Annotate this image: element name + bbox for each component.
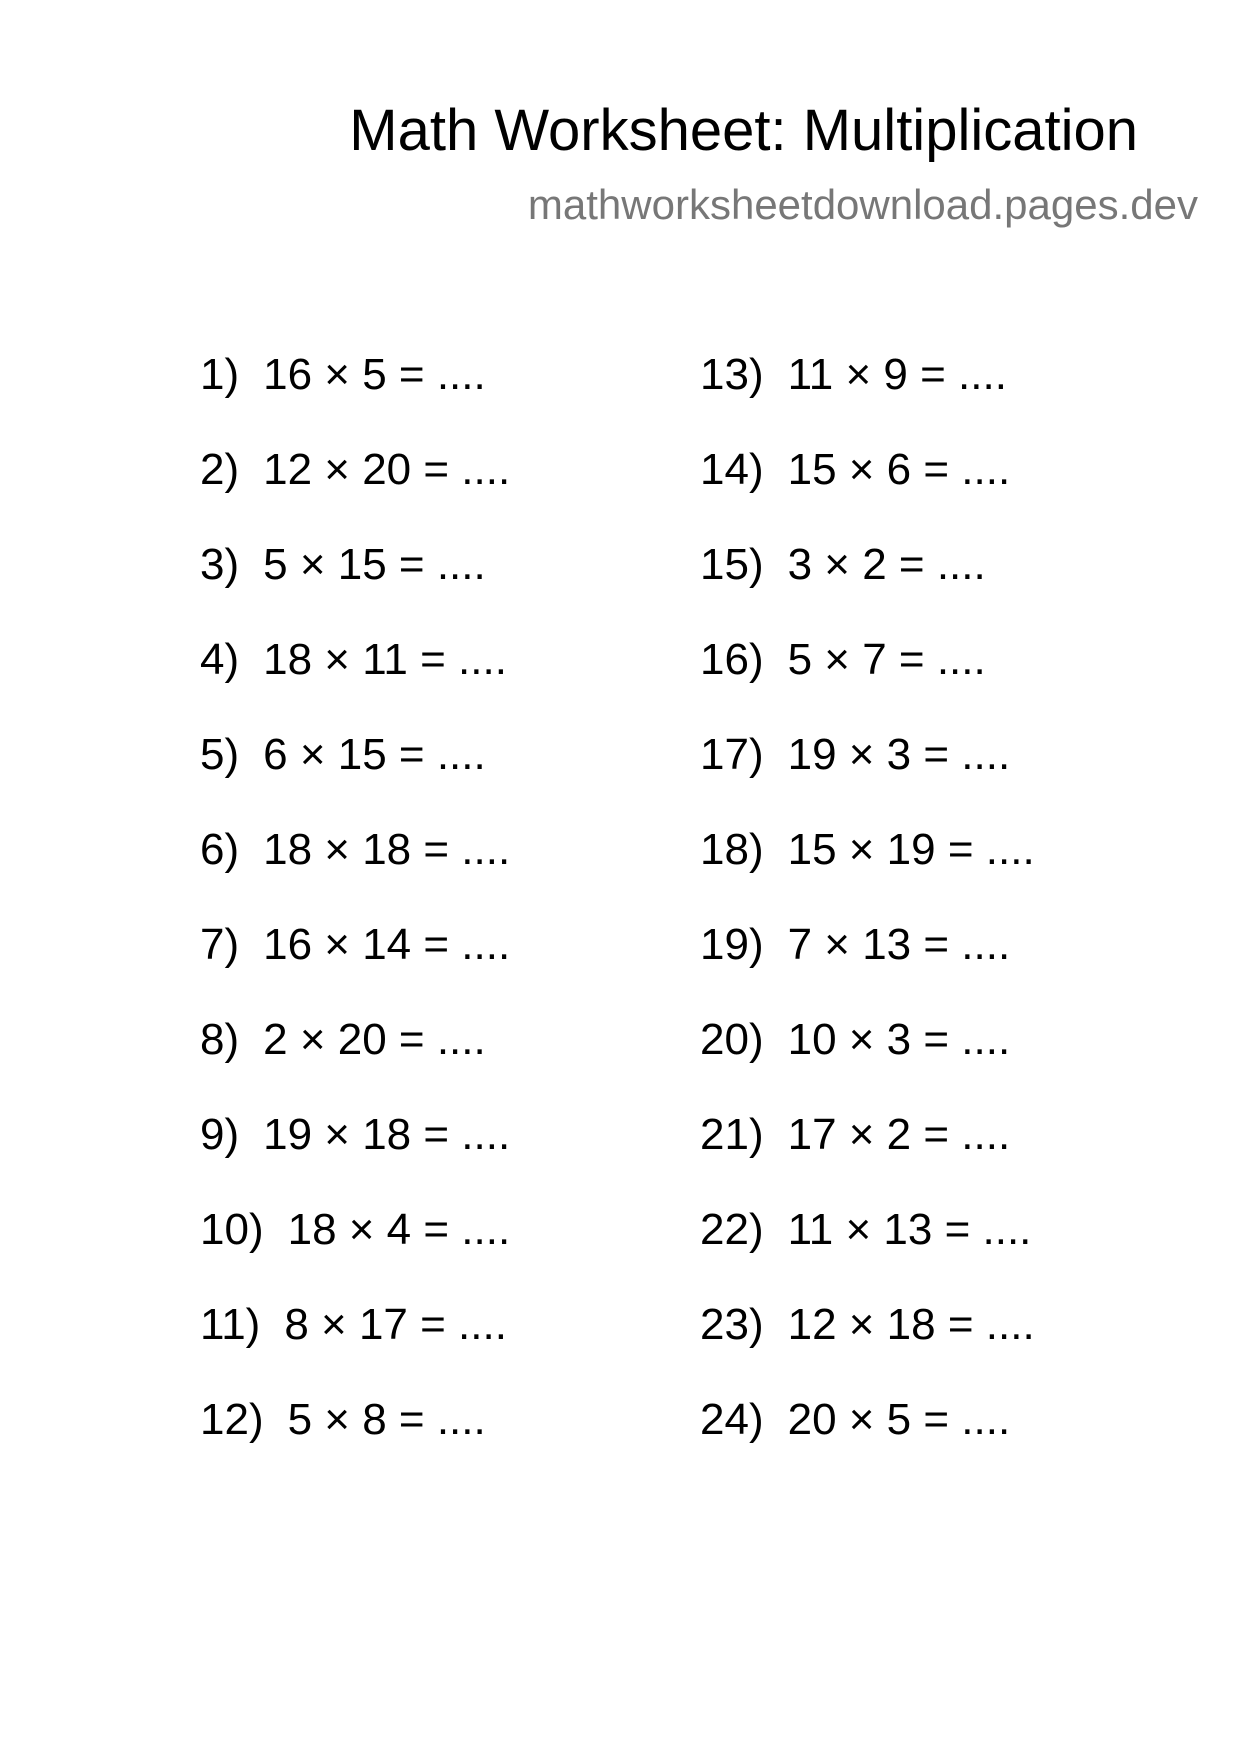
problem-number: 11) [200, 1300, 261, 1349]
problem-number: 20) [700, 1015, 764, 1064]
problem-number: 19) [700, 920, 764, 969]
problem-number: 16) [700, 635, 764, 684]
problem-expression: 16 × 5 = .... [263, 350, 486, 399]
problem-3 [200, 540, 510, 635]
problem-18 [700, 825, 1035, 920]
problem-number: 5) [200, 730, 240, 779]
problem-number: 3) [200, 540, 240, 589]
problem-24 [700, 1395, 1035, 1490]
problem-number: 6) [200, 825, 240, 874]
problem-expression: 11 × 13 = .... [787, 1205, 1032, 1254]
problem-expression: 7 × 13 = .... [787, 920, 1011, 969]
problem-expression: 18 × 4 = .... [287, 1205, 511, 1254]
problem-17 [700, 730, 1035, 825]
problem-number: 15) [700, 540, 764, 589]
problem-20 [700, 1015, 1035, 1110]
problem-number: 24) [700, 1395, 764, 1444]
problem-5 [200, 730, 510, 825]
problems-right-column [700, 350, 1035, 1490]
problem-expression: 5 × 8 = .... [287, 1395, 486, 1444]
problem-expression: 3 × 2 = .... [787, 540, 986, 589]
problem-number: 2) [200, 445, 240, 494]
problem-number: 7) [200, 920, 240, 969]
problem-number: 4) [200, 635, 240, 684]
problem-expression: 11 × 9 = .... [787, 350, 1007, 399]
problem-expression: 18 × 11 = .... [263, 635, 507, 684]
problem-6 [200, 825, 510, 920]
problem-number: 10) [200, 1205, 264, 1254]
problem-expression: 10 × 3 = .... [787, 1015, 1011, 1064]
problem-15 [700, 540, 1035, 635]
problem-13 [700, 350, 1035, 445]
problem-number: 18) [700, 825, 764, 874]
problem-expression: 5 × 15 = .... [263, 540, 486, 589]
problem-10 [200, 1205, 510, 1300]
problem-4 [200, 635, 510, 730]
problem-expression: 18 × 18 = .... [263, 825, 511, 874]
problems-left-column [200, 350, 510, 1490]
problem-expression: 15 × 6 = .... [787, 445, 1011, 494]
problem-expression: 15 × 19 = .... [787, 825, 1035, 874]
problem-number: 17) [700, 730, 764, 779]
problem-21 [700, 1110, 1035, 1205]
problem-expression: 16 × 14 = .... [263, 920, 511, 969]
problem-expression: 19 × 18 = .... [263, 1110, 511, 1159]
problem-expression: 8 × 17 = .... [284, 1300, 507, 1349]
problem-11 [200, 1300, 510, 1395]
problem-23 [700, 1300, 1035, 1395]
problem-12 [200, 1395, 510, 1490]
problem-number: 8) [200, 1015, 240, 1064]
problem-19 [700, 920, 1035, 1015]
problem-expression: 20 × 5 = .... [787, 1395, 1011, 1444]
problem-expression: 12 × 18 = .... [787, 1300, 1035, 1349]
problem-number: 13) [700, 350, 764, 399]
source-url: mathworksheetdownload.pages.dev [527, 181, 1198, 228]
problem-expression: 2 × 20 = .... [263, 1015, 486, 1064]
problem-number: 21) [700, 1110, 764, 1159]
problem-number: 23) [700, 1300, 764, 1349]
problem-expression: 17 × 2 = .... [787, 1110, 1011, 1159]
problem-number: 12) [200, 1395, 264, 1444]
problem-number: 14) [700, 445, 764, 494]
problem-8 [200, 1015, 510, 1110]
problem-expression: 5 × 7 = .... [787, 635, 986, 684]
problem-16 [700, 635, 1035, 730]
problem-expression: 19 × 3 = .... [787, 730, 1011, 779]
problem-expression: 6 × 15 = .... [263, 730, 486, 779]
problem-2 [200, 445, 510, 540]
problem-7 [200, 920, 510, 1015]
page-title: Math Worksheet: Multiplication [349, 98, 1138, 163]
problem-number: 22) [700, 1205, 764, 1254]
problem-14 [700, 445, 1035, 540]
problem-number: 1) [200, 350, 240, 399]
problem-1 [200, 350, 510, 445]
problem-expression: 12 × 20 = .... [263, 445, 511, 494]
problem-9 [200, 1110, 510, 1205]
problem-number: 9) [200, 1110, 240, 1159]
problem-22 [700, 1205, 1035, 1300]
